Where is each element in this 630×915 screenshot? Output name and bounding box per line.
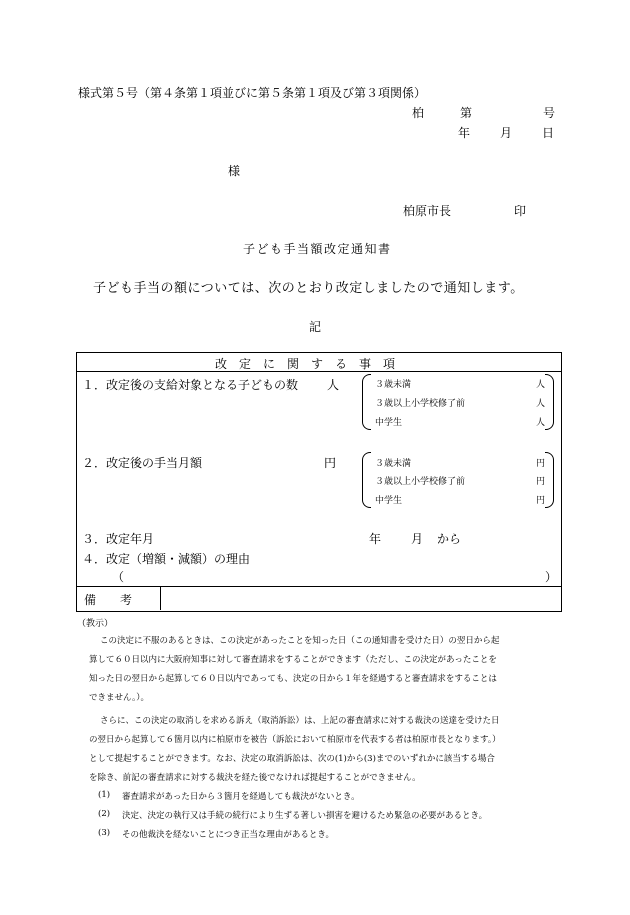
item1-row1-unit: 人 xyxy=(536,380,546,390)
notice-p1-line4: できません。）。 xyxy=(89,693,150,703)
item3-month: 月 xyxy=(411,532,424,546)
item2-row1-unit: 円 xyxy=(536,459,546,469)
notice-item2-text: 決定、決定の執行又は手続の続行により生ずる著しい損害を避けるため緊急の必要があるとき。 xyxy=(122,811,488,821)
document-title: 子ども手当額改定通知書 xyxy=(243,242,392,256)
item1-right-bracket xyxy=(545,374,554,430)
date-month: 月 xyxy=(500,126,513,140)
seal-mark: 印 xyxy=(514,204,527,218)
table-remarks-divider xyxy=(76,586,562,587)
issuer-name: 柏原市長 xyxy=(403,204,452,218)
item2-row3-label: 中学生 xyxy=(375,496,403,506)
number-go: 号 xyxy=(543,106,556,120)
remarks-column-divider xyxy=(160,586,161,610)
item3-year: 年 xyxy=(369,532,382,546)
date-day: 日 xyxy=(542,126,555,140)
item2-row2-label: ３歳以上小学校修了前 xyxy=(375,477,466,487)
notice-heading: （教示） xyxy=(77,619,114,629)
addressee-suffix: 様 xyxy=(228,164,241,178)
notice-p1-line1: この決定に不服のあるときは、この決定があったことを知った日（この通知書を受けた日）の翌日から起 xyxy=(100,636,500,646)
number-city: 柏 xyxy=(412,106,425,120)
item1-row1-label: ３歳未満 xyxy=(375,380,412,390)
item1-label: １．改定後の支給対象となる子どもの数 xyxy=(82,378,299,392)
notice-p2-line3: として提起することができます。なお、決定の取消訴訟は、次の(1)から(3)までのいずれかに該当する場合 xyxy=(89,754,495,764)
item2-left-bracket xyxy=(362,452,371,508)
item3-from: から xyxy=(437,532,462,546)
item2-row3-unit: 円 xyxy=(536,496,546,506)
number-dai: 第 xyxy=(460,106,473,120)
item2-label: ２．改定後の手当月額 xyxy=(82,456,203,470)
notice-item1-num: (1) xyxy=(98,790,111,800)
notice-p1-line2: 算して６０日以内に大阪府知事に対して審査請求をすることができます（ただし、この決定があったことを xyxy=(89,655,497,665)
item1-row3-unit: 人 xyxy=(536,418,546,428)
item4-close-paren: ） xyxy=(545,570,558,584)
notice-item3-text: その他裁決を経ないことにつき正当な理由があるとき。 xyxy=(122,830,334,840)
item3-label: ３．改定年月 xyxy=(82,532,155,546)
item2-unit: 円 xyxy=(324,456,337,470)
date-year: 年 xyxy=(458,126,471,140)
notice-item1-text: 審査請求があった日から３箇月を経過しても裁決がないとき。 xyxy=(122,792,360,802)
table-header: 改 定 に 関 す る 事 項 xyxy=(215,357,396,371)
item1-row2-label: ３歳以上小学校修了前 xyxy=(375,399,466,409)
form-title: 様式第５号（第４条第１項並びに第５条第１項及び第３項関係） xyxy=(78,86,427,100)
item1-row3-label: 中学生 xyxy=(375,418,403,428)
item2-row2-unit: 円 xyxy=(536,477,546,487)
item4-label: ４．改定（増額・減額）の理由 xyxy=(82,552,251,566)
intro-text: 子ども手当の額については、次のとおり改定しましたので通知します。 xyxy=(93,281,524,296)
notice-p2-line2: の翌日から起算して６箇月以内に柏原市を被告（訴訟において柏原市を代表する者は柏原市長となります。） xyxy=(89,735,501,745)
notice-item3-num: (3) xyxy=(98,828,111,838)
notice-p2-line4: を除き、前記の審査請求に対する裁決を経た後でなければ提起することができません。 xyxy=(89,773,421,783)
notice-p1-line3: 知った日の翌日から起算して６０日以内であっても、決定の日から１年を経過すると審査請求をすることは xyxy=(89,674,497,684)
item2-right-bracket xyxy=(545,452,554,508)
item4-open-paren: （ xyxy=(112,570,125,584)
item2-row1-label: ３歳未満 xyxy=(375,459,412,469)
ki-mark: 記 xyxy=(309,320,322,334)
notice-p2-line1: さらに、この決定の取消しを求める訴え（取消訴訟）は、上記の審査請求に対する裁決の送達を受けた日 xyxy=(100,716,500,726)
remarks-label: 備 考 xyxy=(84,593,133,607)
notice-item2-num: (2) xyxy=(98,809,111,819)
item1-unit: 人 xyxy=(327,378,340,392)
item1-row2-unit: 人 xyxy=(536,399,546,409)
item1-left-bracket xyxy=(362,374,371,430)
